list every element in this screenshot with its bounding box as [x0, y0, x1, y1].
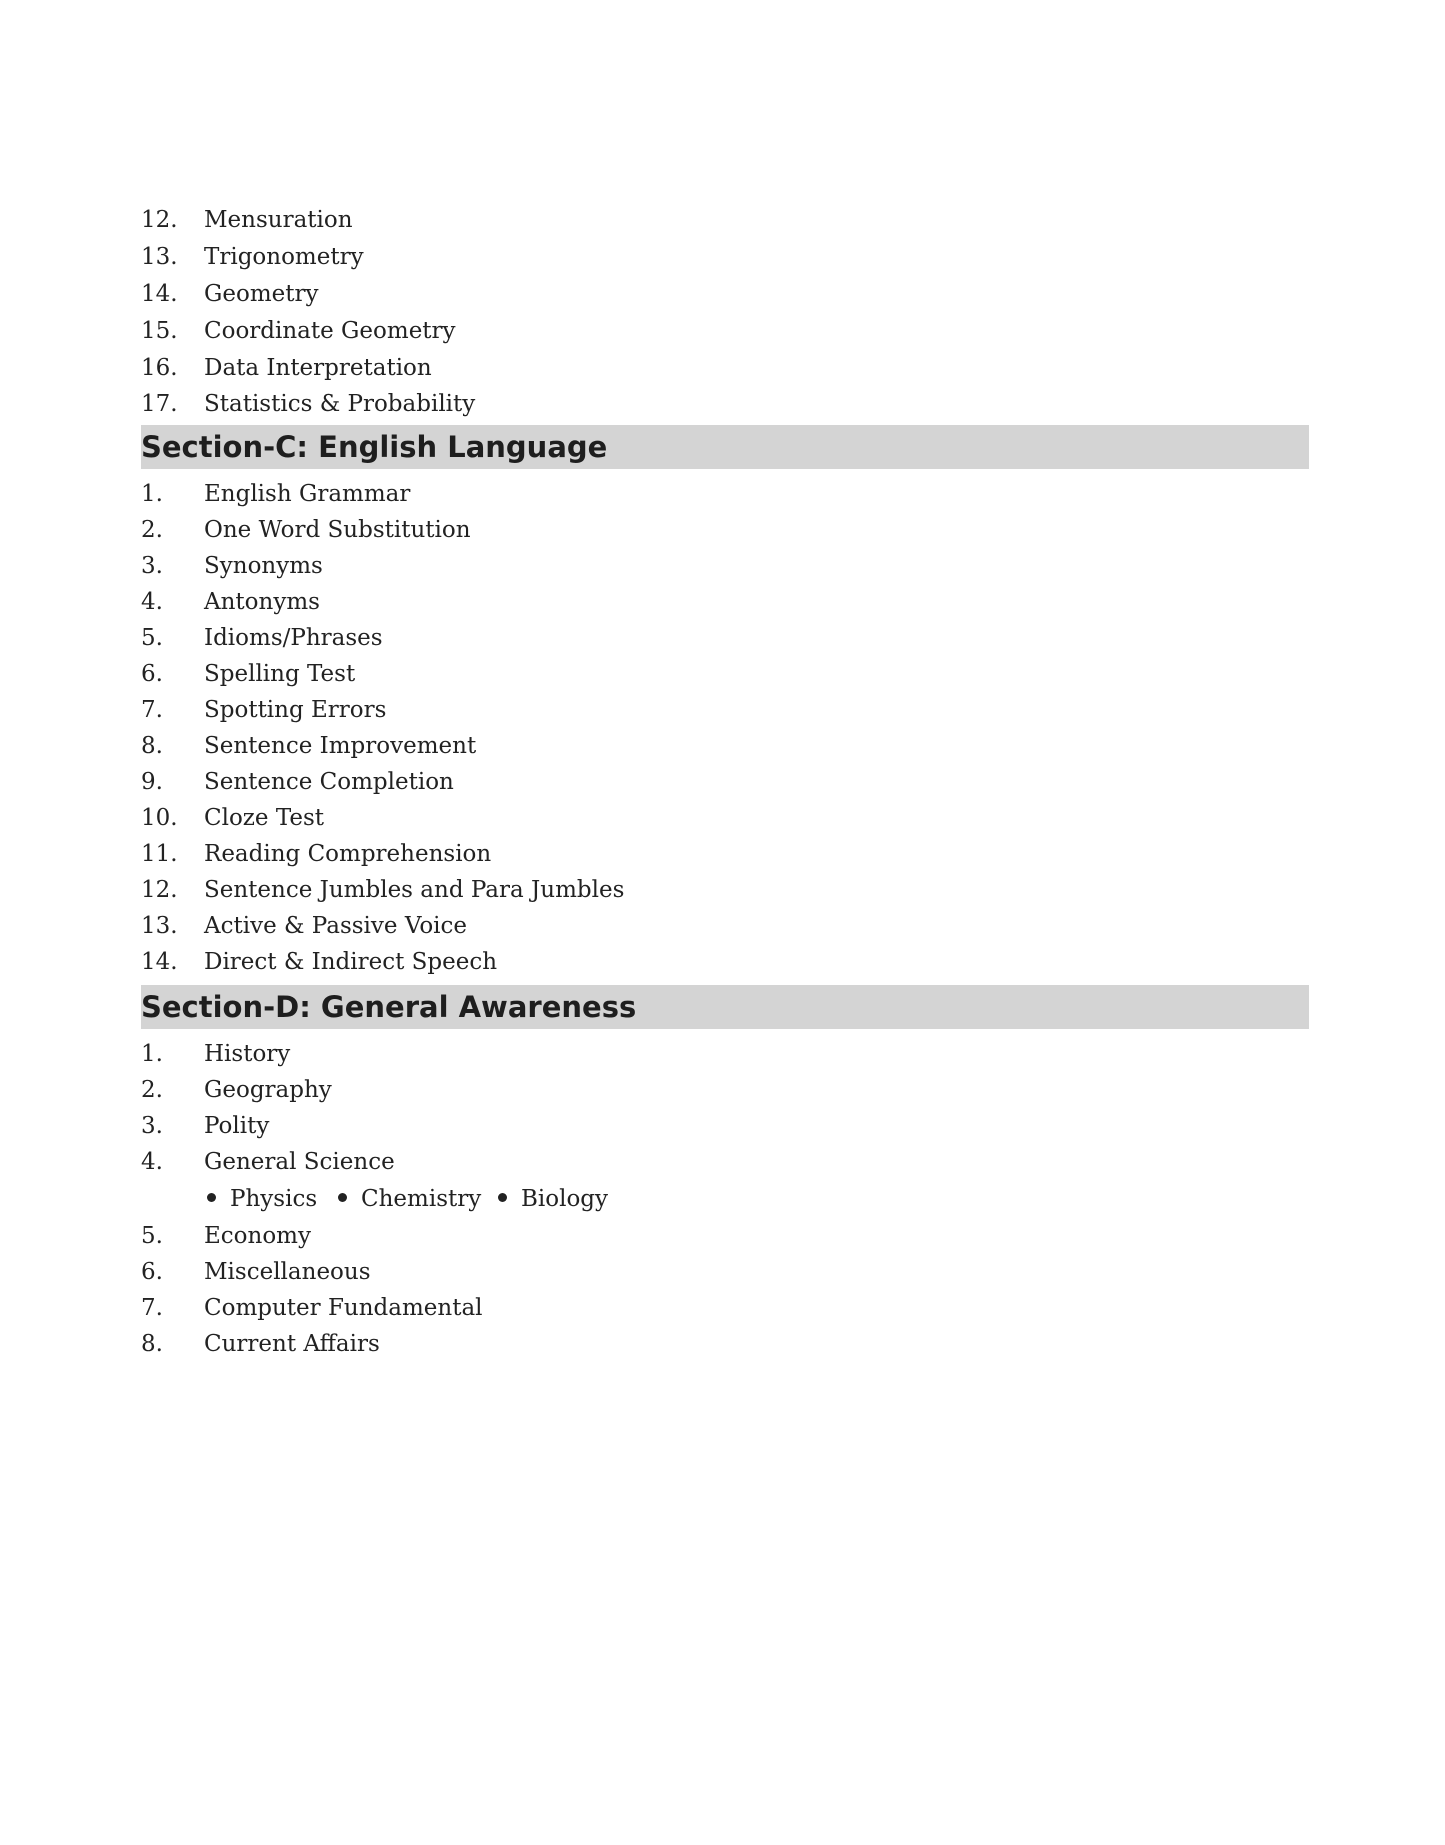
item-text: One Word Substitution	[204, 517, 471, 543]
item-number: 9.	[141, 769, 163, 795]
item-number: 4.	[141, 1149, 163, 1175]
item-text: Cloze Test	[204, 805, 325, 831]
subtopic-text: Chemistry	[361, 1186, 482, 1212]
list-item	[141, 476, 1309, 512]
item-text: Trigonometry	[204, 244, 364, 270]
item-number: 15.	[141, 318, 178, 344]
item-text: Statistics & Probability	[204, 391, 476, 417]
item-text: Idioms/Phrases	[204, 625, 383, 651]
list-item	[141, 1326, 1309, 1362]
item-number: 4.	[141, 589, 163, 615]
bullet-icon	[207, 1193, 216, 1202]
item-text: Sentence Jumbles and Para Jumbles	[204, 877, 625, 903]
list-item	[141, 386, 1309, 420]
item-text: Direct & Indirect Speech	[204, 949, 498, 975]
item-number: 13.	[141, 244, 178, 270]
list-item	[141, 239, 1309, 276]
list-item	[141, 584, 1309, 620]
item-text: History	[204, 1041, 291, 1067]
item-text: Coordinate Geometry	[204, 318, 456, 344]
bullet-icon	[338, 1193, 347, 1202]
item-text: Computer Fundamental	[204, 1295, 483, 1321]
subtopic-item	[207, 1180, 317, 1218]
item-number: 8.	[141, 733, 163, 759]
list-item	[141, 872, 1309, 908]
item-text: Synonyms	[204, 553, 323, 579]
list-item	[141, 1254, 1309, 1290]
item-number: 2.	[141, 517, 163, 543]
item-number: 13.	[141, 913, 178, 939]
list-item	[141, 944, 1309, 980]
item-number: 17.	[141, 391, 178, 417]
section-c-heading: Section-C: English Language	[141, 425, 1309, 469]
list-item	[141, 836, 1309, 872]
list-item	[141, 908, 1309, 944]
item-number: 12.	[141, 877, 178, 903]
item-number: 14.	[141, 281, 178, 307]
item-text: Sentence Improvement	[204, 733, 477, 759]
section-c-list	[141, 476, 1309, 980]
list-item	[141, 313, 1309, 350]
subtopic-text: Physics	[230, 1186, 318, 1212]
list-item	[141, 1036, 1309, 1072]
item-number: 6.	[141, 661, 163, 687]
list-item	[141, 656, 1309, 692]
item-text: Reading Comprehension	[204, 841, 492, 867]
item-text: Economy	[204, 1223, 311, 1249]
item-text: Polity	[204, 1113, 270, 1139]
bullet-icon	[498, 1193, 507, 1202]
section-d-list	[141, 1036, 1309, 1362]
item-text: Spotting Errors	[204, 697, 387, 723]
item-number: 10.	[141, 805, 178, 831]
list-item	[141, 350, 1309, 386]
item-number: 12.	[141, 207, 178, 233]
item-number: 7.	[141, 697, 163, 723]
item-number: 6.	[141, 1259, 163, 1285]
general-science-subtopics	[141, 1180, 1309, 1218]
item-number: 1.	[141, 1041, 163, 1067]
list-item	[141, 1218, 1309, 1254]
list-item	[141, 728, 1309, 764]
list-item	[141, 1072, 1309, 1108]
item-number: 14.	[141, 949, 178, 975]
list-item	[141, 620, 1309, 656]
item-text: Current Affairs	[204, 1331, 380, 1357]
item-number: 3.	[141, 553, 163, 579]
item-number: 16.	[141, 355, 178, 381]
item-number: 8.	[141, 1331, 163, 1357]
item-text: Miscellaneous	[204, 1259, 371, 1285]
item-text: Data Interpretation	[204, 355, 432, 381]
item-number: 1.	[141, 481, 163, 507]
subtopic-item	[498, 1180, 608, 1218]
list-item	[141, 202, 1309, 239]
list-item	[141, 512, 1309, 548]
list-item	[141, 692, 1309, 728]
list-item	[141, 1144, 1309, 1180]
item-text: Spelling Test	[204, 661, 356, 687]
item-text: Active & Passive Voice	[204, 913, 468, 939]
item-text: Antonyms	[204, 589, 320, 615]
item-number: 5.	[141, 1223, 163, 1249]
subtopic-text: Biology	[521, 1186, 609, 1212]
list-item	[141, 764, 1309, 800]
item-number: 2.	[141, 1077, 163, 1103]
subtopic-item	[338, 1180, 481, 1218]
item-number: 3.	[141, 1113, 163, 1139]
list-item	[141, 1108, 1309, 1144]
list-item	[141, 800, 1309, 836]
item-text: General Science	[204, 1149, 395, 1175]
item-number: 7.	[141, 1295, 163, 1321]
item-text: Mensuration	[204, 207, 353, 233]
list-item	[141, 1290, 1309, 1326]
item-text: Geography	[204, 1077, 332, 1103]
item-text: Geometry	[204, 281, 319, 307]
list-item	[141, 548, 1309, 584]
section-d-heading: Section-D: General Awareness	[141, 985, 1309, 1029]
section-b-list	[141, 202, 1309, 420]
item-number: 11.	[141, 841, 178, 867]
item-text: Sentence Completion	[204, 769, 454, 795]
item-number: 5.	[141, 625, 163, 651]
list-item	[141, 276, 1309, 313]
item-text: English Grammar	[204, 481, 411, 507]
